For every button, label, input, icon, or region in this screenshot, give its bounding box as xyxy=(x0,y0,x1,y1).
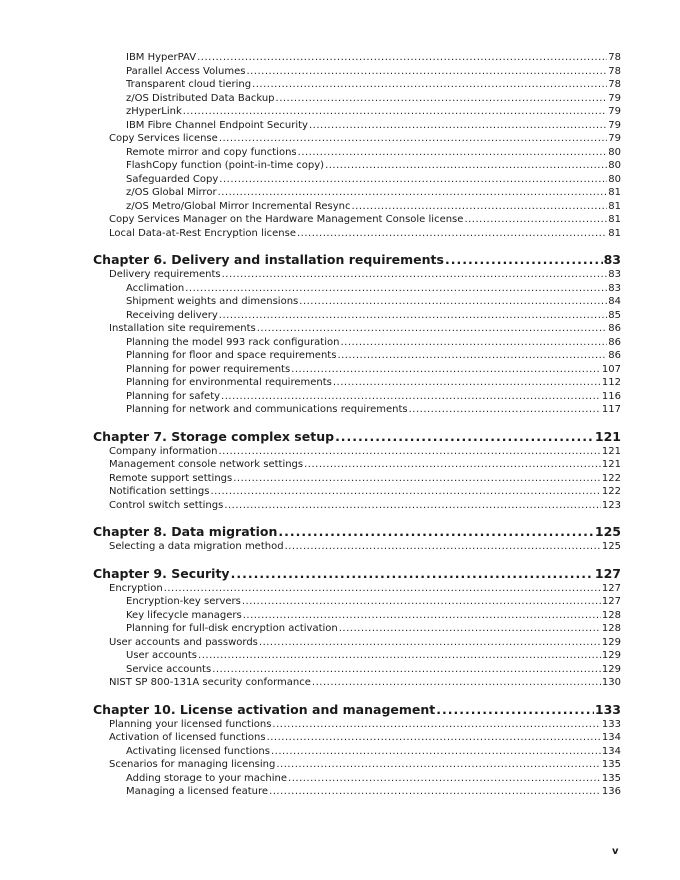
toc-entry[interactable] xyxy=(93,186,621,200)
toc-entry-page-number: 86 xyxy=(608,350,621,361)
toc-entry-page-number: 78 xyxy=(608,65,621,77)
toc-entry-page-number: 78 xyxy=(608,52,621,63)
dot-leader xyxy=(298,146,608,160)
toc-chapter-entry[interactable] xyxy=(93,251,621,268)
toc-entry-page-number: 125 xyxy=(601,541,621,552)
toc-entry[interactable] xyxy=(93,200,621,214)
toc-entry-page-number: 133 xyxy=(601,718,621,730)
toc-entry-title: z/OS Global Mirror xyxy=(126,187,217,198)
toc-entry-title: z/OS Distributed Data Backup xyxy=(126,92,275,104)
toc-entry-page-number: 78 xyxy=(608,79,621,90)
toc-entry-page-number: 84 xyxy=(608,296,621,307)
dot-leader xyxy=(218,445,600,459)
dot-leader xyxy=(219,309,607,323)
toc-entry-page-number: 134 xyxy=(601,732,621,743)
toc-entry-page-number: 128 xyxy=(601,623,621,634)
dot-leader xyxy=(224,499,601,513)
toc-entry-title: Delivery requirements xyxy=(109,269,221,280)
toc-entry-title: Chapter 7. Storage complex setup xyxy=(93,428,335,444)
toc-entry-page-number: 85 xyxy=(608,309,621,321)
dot-leader xyxy=(464,213,607,227)
dot-leader xyxy=(285,540,601,554)
dot-leader xyxy=(243,609,601,623)
toc-entry-title: Acclimation xyxy=(126,282,185,294)
dot-leader xyxy=(269,785,601,799)
toc-entry-title: Installation site requirements xyxy=(109,323,256,334)
toc-entry-page-number: 127 xyxy=(594,565,621,581)
toc-entry-page-number: 129 xyxy=(601,650,621,661)
dot-leader xyxy=(246,65,607,79)
dot-leader xyxy=(271,745,601,759)
toc-entry-page-number: 130 xyxy=(601,677,621,688)
dot-leader xyxy=(219,173,607,187)
toc-entry-title: FlashCopy function (point-in-time copy) xyxy=(126,160,325,171)
toc-entry[interactable] xyxy=(93,485,621,499)
toc-chapter-entry[interactable] xyxy=(93,523,621,540)
toc-entry[interactable] xyxy=(93,745,621,759)
toc-entry[interactable] xyxy=(93,213,621,227)
toc-entry-title: Service accounts xyxy=(126,663,212,675)
toc-entry-page-number: 133 xyxy=(594,701,621,717)
toc-entry[interactable] xyxy=(93,540,621,554)
toc-entry[interactable] xyxy=(93,499,621,513)
toc-entry[interactable] xyxy=(93,663,621,677)
toc-entry[interactable] xyxy=(93,295,621,309)
toc-entry[interactable] xyxy=(93,105,621,119)
toc-entry[interactable] xyxy=(93,758,621,772)
toc-entry-title: Key lifecycle managers xyxy=(126,609,242,621)
toc-entry[interactable] xyxy=(93,132,621,146)
toc-entry[interactable] xyxy=(93,227,621,241)
toc-entry-title: Transparent cloud tiering xyxy=(126,79,252,90)
toc-entry[interactable] xyxy=(93,622,621,636)
toc-entry-page-number: 79 xyxy=(608,106,621,117)
toc-entry-title: Planning for full-disk encryption activation xyxy=(126,623,338,634)
toc-entry-page-number: 129 xyxy=(601,663,621,675)
toc-entry-page-number: 121 xyxy=(601,459,621,470)
toc-entry-page-number: 79 xyxy=(608,119,621,131)
toc-entry[interactable] xyxy=(93,636,621,650)
toc-entry[interactable] xyxy=(93,785,621,799)
toc-entry-title: Planning the model 993 rack configuration xyxy=(126,336,340,348)
toc-entry-page-number: 81 xyxy=(608,187,621,198)
dot-leader xyxy=(231,565,594,582)
toc-entry[interactable] xyxy=(93,78,621,92)
toc-entry[interactable] xyxy=(93,595,621,609)
dot-leader xyxy=(445,251,603,268)
dot-leader xyxy=(288,772,601,786)
dot-leader xyxy=(299,295,607,309)
toc-entry-title: Encryption-key servers xyxy=(126,596,241,607)
toc-entry-page-number: 121 xyxy=(594,428,621,444)
toc-entry-page-number: 122 xyxy=(601,472,621,484)
toc-entry-page-number: 79 xyxy=(608,92,621,104)
toc-entry-title: Copy Services license xyxy=(109,133,218,144)
toc-entry[interactable] xyxy=(93,349,621,363)
dot-leader xyxy=(257,322,608,336)
toc-entry-page-number: 128 xyxy=(601,609,621,621)
dot-leader xyxy=(259,636,601,650)
toc-entry[interactable] xyxy=(93,51,621,65)
toc-entry-title: Activation of licensed functions xyxy=(109,732,266,743)
toc-entry-title: Control switch settings xyxy=(109,499,224,511)
toc-entry-page-number: 80 xyxy=(608,160,621,171)
toc-entry[interactable] xyxy=(93,582,621,596)
toc-entry-title: NIST SP 800-131A security conformance xyxy=(109,677,311,688)
toc-entry-title: IBM HyperPAV xyxy=(126,52,197,63)
toc-entry-page-number: 136 xyxy=(601,786,621,797)
toc-entry-title: Planning for environmental requirements xyxy=(126,377,332,388)
toc-entry[interactable] xyxy=(93,731,621,745)
toc-entry-title: Encryption xyxy=(109,582,163,594)
toc-entry-page-number: 80 xyxy=(608,146,621,158)
toc-entry-title: zHyperLink xyxy=(126,106,182,117)
toc-entry-title: Planning for network and communications requirements xyxy=(126,404,408,415)
toc-entry-title: IBM Fibre Channel Endpoint Security xyxy=(126,119,308,131)
toc-entry-title: Safeguarded Copy xyxy=(126,173,219,185)
toc-entry[interactable] xyxy=(93,146,621,160)
toc-entry-title: Chapter 9. Security xyxy=(93,565,230,581)
toc-entry-title: Scenarios for managing licensing xyxy=(109,759,276,770)
toc-entry-page-number: 117 xyxy=(601,404,621,415)
toc-entry[interactable] xyxy=(93,403,621,417)
dot-leader xyxy=(312,676,601,690)
toc-entry-page-number: 112 xyxy=(601,377,621,388)
toc-entry-page-number: 81 xyxy=(608,227,621,239)
toc-entry-page-number: 83 xyxy=(608,282,621,294)
dot-leader xyxy=(291,363,601,377)
toc-entry-title: Remote mirror and copy functions xyxy=(126,146,297,158)
toc-entry-page-number: 81 xyxy=(608,214,621,225)
toc-entry-title: Parallel Access Volumes xyxy=(126,65,246,77)
dot-leader xyxy=(276,92,608,106)
toc-entry-title: Planning for safety xyxy=(126,390,221,402)
toc-chapter-entry[interactable] xyxy=(93,701,621,718)
toc-entry-title: Receiving delivery xyxy=(126,309,218,321)
dot-leader xyxy=(276,758,601,772)
toc-entry-title: Planning for power requirements xyxy=(126,363,291,375)
toc-chapter-entry[interactable] xyxy=(93,565,621,582)
page-number: v xyxy=(612,846,619,857)
dot-leader xyxy=(325,159,607,173)
dot-leader xyxy=(352,200,608,214)
toc-entry-title: Local Data-at-Rest Encryption license xyxy=(109,227,296,239)
toc-entry-page-number: 135 xyxy=(601,772,621,784)
toc-entry[interactable] xyxy=(93,445,621,459)
toc-entry[interactable] xyxy=(93,173,621,187)
dot-leader xyxy=(197,51,607,65)
dot-leader xyxy=(183,105,607,119)
dot-leader xyxy=(335,428,594,445)
toc-entry-title: z/OS Metro/Global Mirror Incremental Resync xyxy=(126,200,351,212)
toc-entry-page-number: 127 xyxy=(601,596,621,607)
dot-leader xyxy=(339,622,601,636)
dot-leader xyxy=(222,268,608,282)
toc-entry[interactable] xyxy=(93,336,621,350)
toc-entry-page-number: 86 xyxy=(608,336,621,348)
toc-entry-title: Activating licensed functions xyxy=(126,745,270,757)
toc-entry-title: Management console network settings xyxy=(109,459,304,470)
toc-entry-title: Planning for floor and space requirements xyxy=(126,350,337,361)
toc-entry[interactable] xyxy=(93,718,621,732)
dot-leader xyxy=(297,227,607,241)
toc-entry-page-number: 86 xyxy=(608,323,621,334)
dot-leader xyxy=(272,718,600,732)
toc-entry-title: Selecting a data migration method xyxy=(109,541,284,552)
dot-leader xyxy=(221,390,601,404)
toc-chapter-entry[interactable] xyxy=(93,428,621,445)
toc-entry-page-number: 83 xyxy=(603,252,621,267)
table-of-contents xyxy=(93,51,621,799)
toc-entry[interactable] xyxy=(93,390,621,404)
toc-entry-page-number: 107 xyxy=(601,363,621,375)
toc-entry-title: User accounts xyxy=(126,650,198,661)
toc-entry[interactable] xyxy=(93,65,621,79)
toc-entry-title: Chapter 6. Delivery and installation requirements xyxy=(93,252,444,267)
toc-entry-page-number: 127 xyxy=(601,582,621,594)
dot-leader xyxy=(185,282,607,296)
toc-entry-title: User accounts and passwords xyxy=(109,636,258,648)
dot-leader xyxy=(198,649,601,663)
dot-leader xyxy=(252,78,607,92)
dot-leader xyxy=(340,336,607,350)
toc-entry[interactable] xyxy=(93,363,621,377)
dot-leader xyxy=(333,376,601,390)
toc-entry-title: Managing a licensed feature xyxy=(126,786,269,797)
toc-entry-page-number: 80 xyxy=(608,173,621,185)
toc-entry[interactable] xyxy=(93,458,621,472)
dot-leader xyxy=(409,403,601,417)
toc-entry-page-number: 122 xyxy=(601,486,621,497)
dot-leader xyxy=(267,731,601,745)
toc-entry[interactable] xyxy=(93,92,621,106)
toc-entry-page-number: 125 xyxy=(594,524,621,539)
toc-entry[interactable] xyxy=(93,309,621,323)
toc-entry-title: Notification settings xyxy=(109,486,210,497)
toc-entry-page-number: 116 xyxy=(601,390,621,402)
dot-leader xyxy=(278,523,594,540)
dot-leader xyxy=(164,582,601,596)
toc-entry[interactable] xyxy=(93,376,621,390)
dot-leader xyxy=(242,595,601,609)
dot-leader xyxy=(337,349,607,363)
dot-leader xyxy=(212,663,601,677)
dot-leader xyxy=(309,119,607,133)
toc-entry-title: Chapter 8. Data migration xyxy=(93,524,278,539)
toc-entry-title: Copy Services Manager on the Hardware Management Console license xyxy=(109,214,464,225)
dot-leader xyxy=(218,186,608,200)
dot-leader xyxy=(210,485,600,499)
dot-leader xyxy=(219,132,607,146)
toc-entry-title: Planning your licensed functions xyxy=(109,718,272,730)
toc-entry-title: Shipment weights and dimensions xyxy=(126,296,299,307)
toc-entry[interactable] xyxy=(93,159,621,173)
toc-entry-page-number: 134 xyxy=(601,745,621,757)
toc-entry-page-number: 129 xyxy=(601,636,621,648)
toc-entry[interactable] xyxy=(93,119,621,133)
toc-entry[interactable] xyxy=(93,268,621,282)
toc-entry[interactable] xyxy=(93,772,621,786)
dot-leader xyxy=(304,458,601,472)
toc-entry-page-number: 135 xyxy=(601,759,621,770)
dot-leader xyxy=(233,472,601,486)
toc-entry-page-number: 121 xyxy=(601,445,621,457)
toc-entry-page-number: 81 xyxy=(608,200,621,212)
toc-entry[interactable] xyxy=(93,609,621,623)
toc-entry-title: Company information xyxy=(109,445,218,457)
toc-entry-title: Remote support settings xyxy=(109,472,233,484)
toc-entry[interactable] xyxy=(93,472,621,486)
toc-entry-page-number: 83 xyxy=(608,269,621,280)
toc-entry-page-number: 123 xyxy=(601,499,621,511)
toc-entry-title: Chapter 10. License activation and management xyxy=(93,701,436,717)
toc-entry[interactable] xyxy=(93,282,621,296)
toc-entry[interactable] xyxy=(93,649,621,663)
toc-entry[interactable] xyxy=(93,676,621,690)
dot-leader xyxy=(436,701,594,718)
toc-entry-title: Adding storage to your machine xyxy=(126,772,288,784)
toc-entry-page-number: 79 xyxy=(608,133,621,144)
toc-entry[interactable] xyxy=(93,322,621,336)
